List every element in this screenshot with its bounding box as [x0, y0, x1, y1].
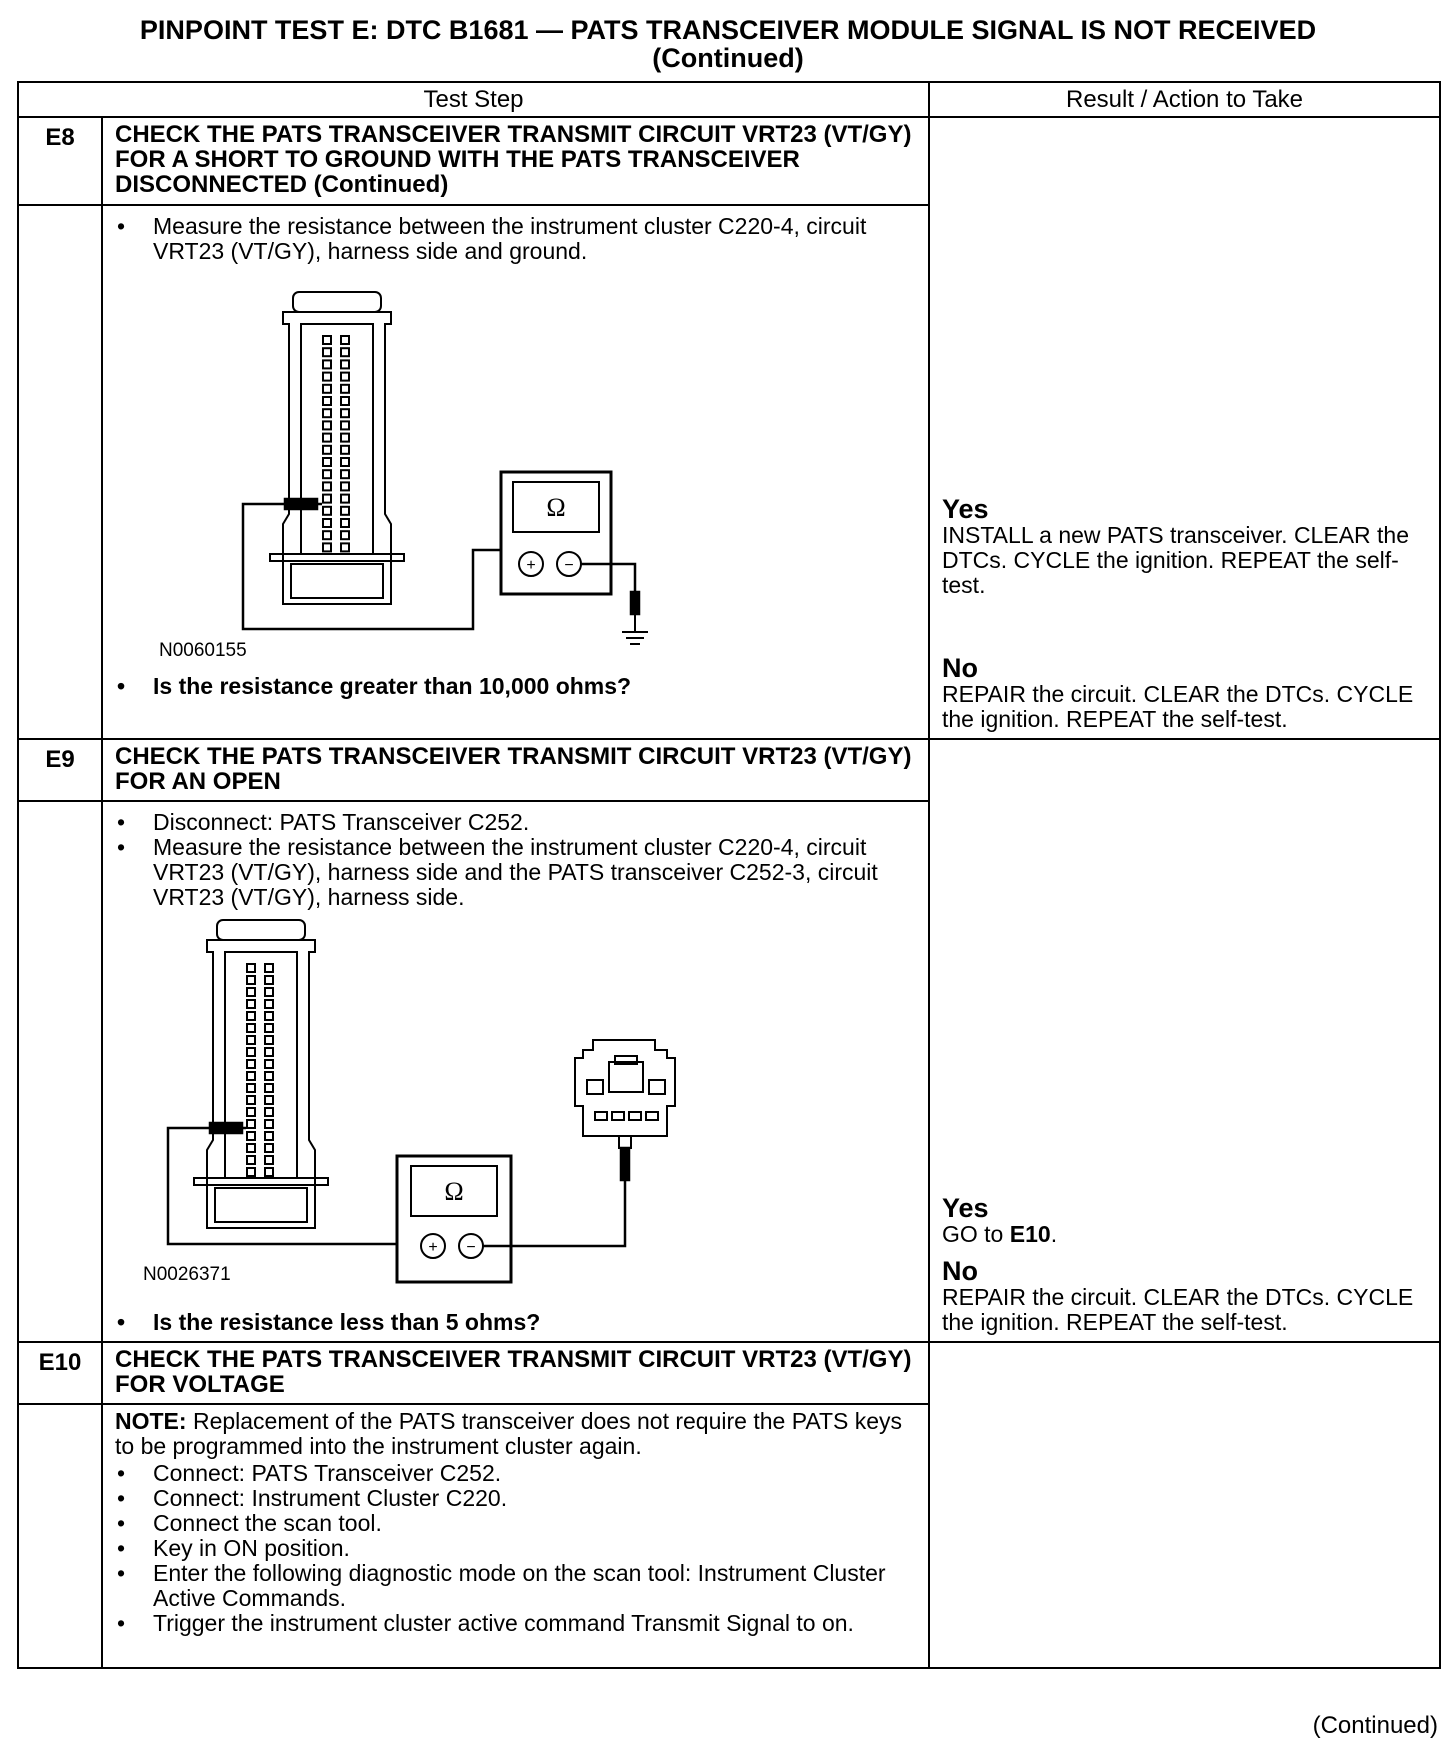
e9-minus-terminal: −: [466, 1239, 476, 1256]
connector-pin: [323, 458, 331, 466]
connector-pin: [265, 1048, 273, 1056]
connector-pin: [265, 1012, 273, 1020]
e8-connector-diagram: [115, 264, 915, 674]
e9-yes-text-pre: GO to: [942, 1221, 1010, 1247]
connector-pin: [341, 385, 349, 393]
e8-question: • Is the resistance greater than 10,000 ohms?: [115, 674, 918, 699]
e9-plus-terminal: +: [428, 1239, 438, 1256]
e10-bullet-4: • Key in ON position.: [115, 1536, 918, 1561]
connector-pin: [341, 470, 349, 478]
e9-yes-label: Yes: [942, 1193, 989, 1223]
connector-pin: [323, 543, 331, 551]
connector-pin: [265, 1156, 273, 1164]
connector-pin: [265, 1060, 273, 1068]
e8-figure-id: N0060155: [159, 640, 247, 661]
e9-pats-transceiver-connector: [575, 1040, 675, 1148]
e8-yes-text: INSTALL a new PATS transceiver. CLEAR the DTCs. CYCLE the ignition. REPEAT the self-test.: [942, 522, 1410, 598]
e8-ohm-symbol: Ω: [546, 493, 566, 522]
e9-figure-id: N0026371: [143, 1264, 231, 1285]
connector-pin: [247, 988, 255, 996]
e9-question: • Is the resistance less than 5 ohms?: [115, 1310, 918, 1335]
connector-pin: [341, 519, 349, 527]
connector-pin: [265, 1108, 273, 1116]
e9-instrument-cluster-connector: [194, 920, 328, 1228]
connector-pin: [341, 507, 349, 515]
e9-yes-text-post: .: [1050, 1221, 1058, 1247]
e8-bullet-list: [115, 214, 918, 264]
step-e10-heading-row: [18, 1342, 1440, 1404]
e8-ohmmeter: [501, 472, 611, 594]
connector-pin: [265, 1168, 273, 1176]
connector-pin: [265, 1000, 273, 1008]
continued-footer: (Continued): [1312, 1712, 1438, 1739]
e10-bullet-2: • Connect: Instrument Cluster C220.: [115, 1486, 918, 1511]
step-e10-number: E10: [18, 1342, 102, 1404]
connector-pin: [341, 458, 349, 466]
e9-connector-diagram: [115, 910, 915, 1310]
connector-pin: [247, 976, 255, 984]
connector-pin: [341, 348, 349, 356]
connector-pin: [247, 1012, 255, 1020]
e8-no-label: No: [942, 653, 978, 683]
connector-pin: [323, 531, 331, 539]
step-e8-heading: CHECK THE PATS TRANSCEIVER TRANSMIT CIRCUIT VRT23 (VT/GY) FOR A SHORT TO GROUND WITH THE PATS TRANSCEIVER DISCONNECTED (Continued): [102, 117, 929, 205]
connector-pin: [265, 1120, 273, 1128]
e10-note-text: Replacement of the PATS transceiver does not require the PATS keys to be programmed into the instrument cluster again.: [115, 1408, 903, 1459]
connector-pin: [247, 1156, 255, 1164]
e10-bullet-list: [115, 1461, 918, 1636]
e9-question-list: [115, 1310, 918, 1335]
connector-pin: [247, 1144, 255, 1152]
e9-bullet-1: • Disconnect: PATS Transceiver C252.: [115, 810, 918, 835]
step-e8-heading-row: [18, 117, 1440, 205]
e9-go-to-step: E10: [1009, 1221, 1051, 1247]
e8-instrument-cluster-connector: [270, 292, 404, 604]
connector-pin: [323, 397, 331, 405]
e8-question-list: [115, 674, 918, 699]
connector-pin: [265, 1072, 273, 1080]
connector-pin: [247, 1024, 255, 1032]
page-title: [0, 16, 1456, 72]
connector-pin: [265, 1144, 273, 1152]
connector-pin: [341, 446, 349, 454]
connector-pin: [341, 434, 349, 442]
connector-pin: [323, 360, 331, 368]
connector-pin: [323, 470, 331, 478]
step-e10-heading: CHECK THE PATS TRANSCEIVER TRANSMIT CIRCUIT VRT23 (VT/GY) FOR VOLTAGE: [102, 1342, 929, 1404]
step-e9-result: [929, 739, 1440, 1342]
step-e9-heading: CHECK THE PATS TRANSCEIVER TRANSMIT CIRCUIT VRT23 (VT/GY) FOR AN OPEN: [102, 739, 929, 801]
e10-bullet-1: • Connect: PATS Transceiver C252.: [115, 1461, 918, 1486]
e9-no-label: No: [942, 1256, 978, 1286]
connector-pin: [323, 409, 331, 417]
connector-pin: [247, 1168, 255, 1176]
connector-pin: [323, 348, 331, 356]
connector-pin: [341, 531, 349, 539]
connector-pin: [341, 495, 349, 503]
connector-pin: [341, 336, 349, 344]
connector-pin: [265, 988, 273, 996]
e10-note: [115, 1409, 918, 1459]
step-e8-number: E8: [18, 117, 102, 205]
e8-no-text: REPAIR the circuit. CLEAR the DTCs. CYCLE the ignition. REPEAT the self-test.: [942, 681, 1414, 732]
e9-ohm-symbol: Ω: [444, 1177, 464, 1206]
connector-pin: [247, 1132, 255, 1140]
connector-pin: [323, 336, 331, 344]
connector-pin: [265, 964, 273, 972]
connector-pin: [323, 482, 331, 490]
step-e9-heading-row: [18, 739, 1440, 801]
connector-pin: [323, 373, 331, 381]
connector-pin: [323, 507, 331, 515]
connector-pin: [341, 409, 349, 417]
e8-minus-terminal: −: [564, 557, 574, 574]
connector-pin: [323, 385, 331, 393]
table-header-row: [18, 82, 1440, 117]
e8-plus-terminal: +: [526, 557, 536, 574]
connector-pin: [265, 1024, 273, 1032]
e10-bullet-6: • Trigger the instrument cluster active command Transmit Signal to on.: [115, 1611, 918, 1636]
connector-pin: [341, 421, 349, 429]
e10-bullet-5: • Enter the following diagnostic mode on the scan tool: Instrument Cluster Active Commands.: [115, 1561, 918, 1611]
connector-pin: [265, 1036, 273, 1044]
connector-pin: [341, 373, 349, 381]
e9-yes-text: [942, 1222, 1433, 1247]
e8-bullet-1: • Measure the resistance between the instrument cluster C220-4, circuit VRT23 (VT/GY), harness side and ground.: [115, 214, 918, 264]
connector-pin: [341, 397, 349, 405]
connector-pin: [247, 1120, 255, 1128]
connector-pin: [323, 421, 331, 429]
connector-pin: [247, 1084, 255, 1092]
step-e8-result: [929, 117, 1440, 739]
header-result: Result / Action to Take: [929, 82, 1440, 117]
title-line-2: (Continued): [652, 43, 804, 73]
e9-bullet-list: [115, 810, 918, 910]
step-e10-result: [929, 1342, 1440, 1668]
connector-pin: [323, 446, 331, 454]
connector-pin: [247, 1000, 255, 1008]
title-line-1: PINPOINT TEST E: DTC B1681 — PATS TRANSCEIVER MODULE SIGNAL IS NOT RECEIVED: [139, 15, 1317, 45]
connector-pin: [341, 482, 349, 490]
connector-pin: [265, 976, 273, 984]
connector-pin: [247, 1060, 255, 1068]
connector-pin: [341, 543, 349, 551]
e8-yes-label: Yes: [942, 494, 989, 524]
connector-pin: [323, 495, 331, 503]
connector-pin: [323, 434, 331, 442]
e9-connector-pins: [247, 964, 273, 1176]
step-e9-body: [102, 801, 929, 1342]
e10-bullet-3: • Connect the scan tool.: [115, 1511, 918, 1536]
e9-no-text: REPAIR the circuit. CLEAR the DTCs. CYCLE the ignition. REPEAT the self-test.: [942, 1284, 1414, 1335]
connector-pin: [247, 1072, 255, 1080]
connector-pin: [247, 1108, 255, 1116]
e9-bullet-2: • Measure the resistance between the instrument cluster C220-4, circuit VRT23 (VT/GY), harness side and the PATS transceiver C252-3, circuit VRT23 (VT/GY), harness side.: [115, 835, 918, 910]
connector-pin: [265, 1084, 273, 1092]
step-e10-body: [102, 1404, 929, 1668]
connector-pin: [247, 1048, 255, 1056]
connector-pin: [341, 360, 349, 368]
e10-note-label: NOTE:: [115, 1408, 187, 1434]
connector-pin: [247, 1096, 255, 1104]
connector-pin: [265, 1096, 273, 1104]
e9-ohmmeter: [397, 1156, 511, 1282]
e9-probe-lead-1: [168, 1123, 410, 1244]
connector-pin: [323, 519, 331, 527]
pinpoint-test-table: [17, 81, 1441, 1669]
step-e8-body: [102, 205, 929, 739]
e8-connector-pins: [323, 336, 349, 551]
step-e9-number: E9: [18, 739, 102, 801]
connector-pin: [247, 964, 255, 972]
connector-pin: [265, 1132, 273, 1140]
header-test-step: Test Step: [18, 82, 929, 117]
connector-pin: [247, 1036, 255, 1044]
